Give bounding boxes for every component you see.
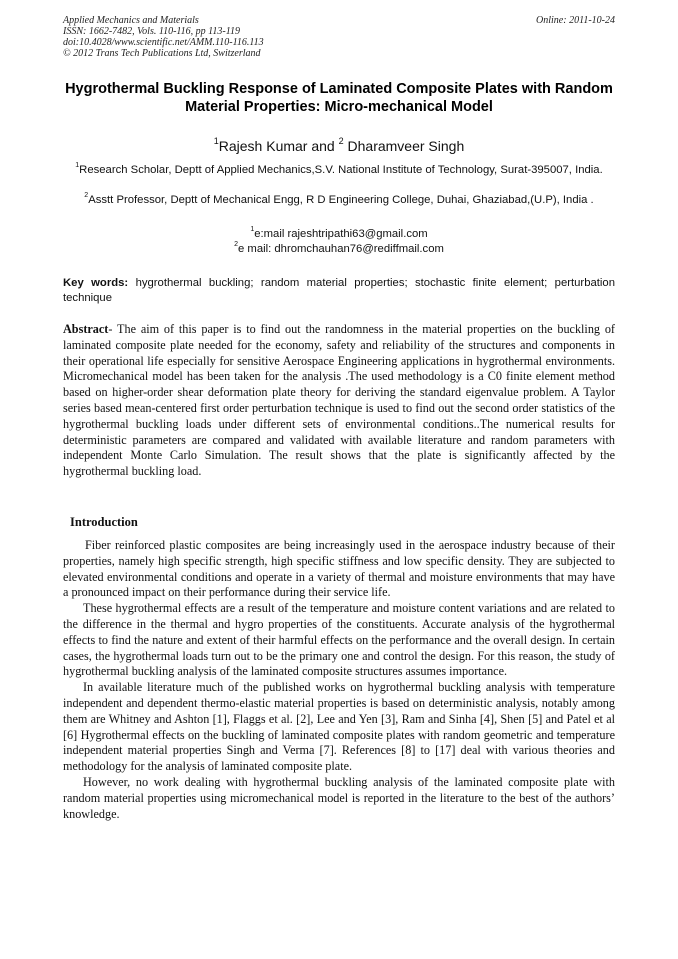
intro-paragraph-4: However, no work dealing with hygrothermal buckling analysis of the laminated composite plate with random material properties using micromechanical model is reported in the literature to the best of the authors’ knowledge. [63,774,615,821]
email-2-text: e mail: dhromchauhan76@rediffmail.com [237,242,444,255]
intro-paragraph-1: Fiber reinforced plastic composites are being increasingly used in the aerospace industry because of their properties, namely high specific strength, high specific stiffness and low specific density. They are subjected to elevated environmental conditions and operate in a variety of thermal and moisture environments that may have a pronounced impact on their performance during their service life. [63,538,615,600]
keywords-text: hygrothermal buckling; random material properties; stochastic finite element; perturbation technique [63,277,615,304]
online-date: Online: 2011-10-24 [536,15,615,26]
email-1 [63,227,615,242]
intro-paragraph-3: In available literature much of the published works on hygrothermal buckling analysis with temperature independent and dependent thermo-elastic material properties is based on deterministic analysis, notably among them are Whitney and Ashton [1], Flaggs et al. [2], Lee and Yen [3], Ram and Sinha [4], Shen [5] and Patel et al [6] Hygrothermal effects on the buckling of laminated composite plates with random geometric and temperature independent material properties Singh and Verma [7]. References [8] to [17] deal with various theories and methodology for the analysis of laminated composite plate. [63,680,615,774]
intro-paragraph-2: These hygrothermal effects are a result of the temperature and moisture content variations and are related to the difference in the thermal and hygro properties of the constituents. Accurate analysis of the hygrothermal effects to find the nature and extent of their harmful effects on the performance and the overall design. In certain cases, the hygrothermal loads turn out to be the primary one and control the design. For this reason, the study of hygrothermal buckling analysis of the laminated composite structures assumes importance. [63,601,615,679]
keywords-label: Key words: [63,277,129,289]
email-1-text: e:mail rajeshtripathi63@gmail.com [254,228,428,240]
email-1-sup: 1 [250,226,255,234]
issn-line: ISSN: 1662-7482, Vols. 110-116, pp 113-119 [63,26,241,37]
author1-sup: 1 [213,136,219,147]
journal-header [63,15,615,59]
copyright-line: © 2012 Trans Tech Publications Ltd, Switzerland [63,48,261,59]
abstract-text: - The aim of this paper is to find out the randomness in the material properties on the buckling of laminated composite plate needed for the economy, safety and reliability of the structures and components in their operational life especially for sensitive Aerospace Engineering applications in hygrothermal environments. Micromechanical model has been taken for the analysis .The used methodology is a C0 finite element method based on higher-order shear deformation plate theory for deriving the standard eigenvalue problem. A Taylor series based mean-centered first order perturbation technique is used to find out the second order statistics of the hygrothermal buckling loads under different sets of environmental conditions..The numerical results for deterministic parameters are compared and validated with available literature and random parameters with independent Monte Carlo Simulation. The result shows that the plate is significantly affected by the hygrothermal buckling load. [63,322,615,479]
doi-line: doi:10.4028/www.scientific.net/AMM.110-116.113 [63,37,264,48]
email-2-sup: 2 [234,240,238,248]
affiliation-1-sup: 1 [75,162,80,170]
paper-title: Hygrothermal Buckling Response of Laminated Composite Plates with Random Material Properties: Micro-mechanical Model [65,81,613,115]
author2-sup: 2 [338,136,344,147]
author-line [63,137,615,155]
journal-name: Applied Mechanics and Materials [63,15,199,26]
abstract-label: Abstract [63,322,109,336]
affiliation-2-text: Asstt Professor, Deptt of Mechanical Engg, R D Engineering College, Duhai, Ghaziabad,(U.P), India . [88,194,594,206]
affiliation-2-sup: 2 [84,192,89,200]
abstract [63,322,615,480]
affiliation-2 [63,193,615,208]
introduction-body [63,538,615,822]
keywords [63,276,615,305]
affiliation-1-text: Research Scholar, Deptt of Applied Mechanics,S.V. National Institute of Technology, Surat-395007, India. [79,164,603,176]
author1-name: Rajesh Kumar and [218,138,335,154]
affiliation-1 [63,163,615,178]
introduction-heading: Introduction [70,515,138,529]
email-block [63,227,615,256]
email-2 [63,242,615,257]
author2-name: Dharamveer Singh [343,138,465,154]
